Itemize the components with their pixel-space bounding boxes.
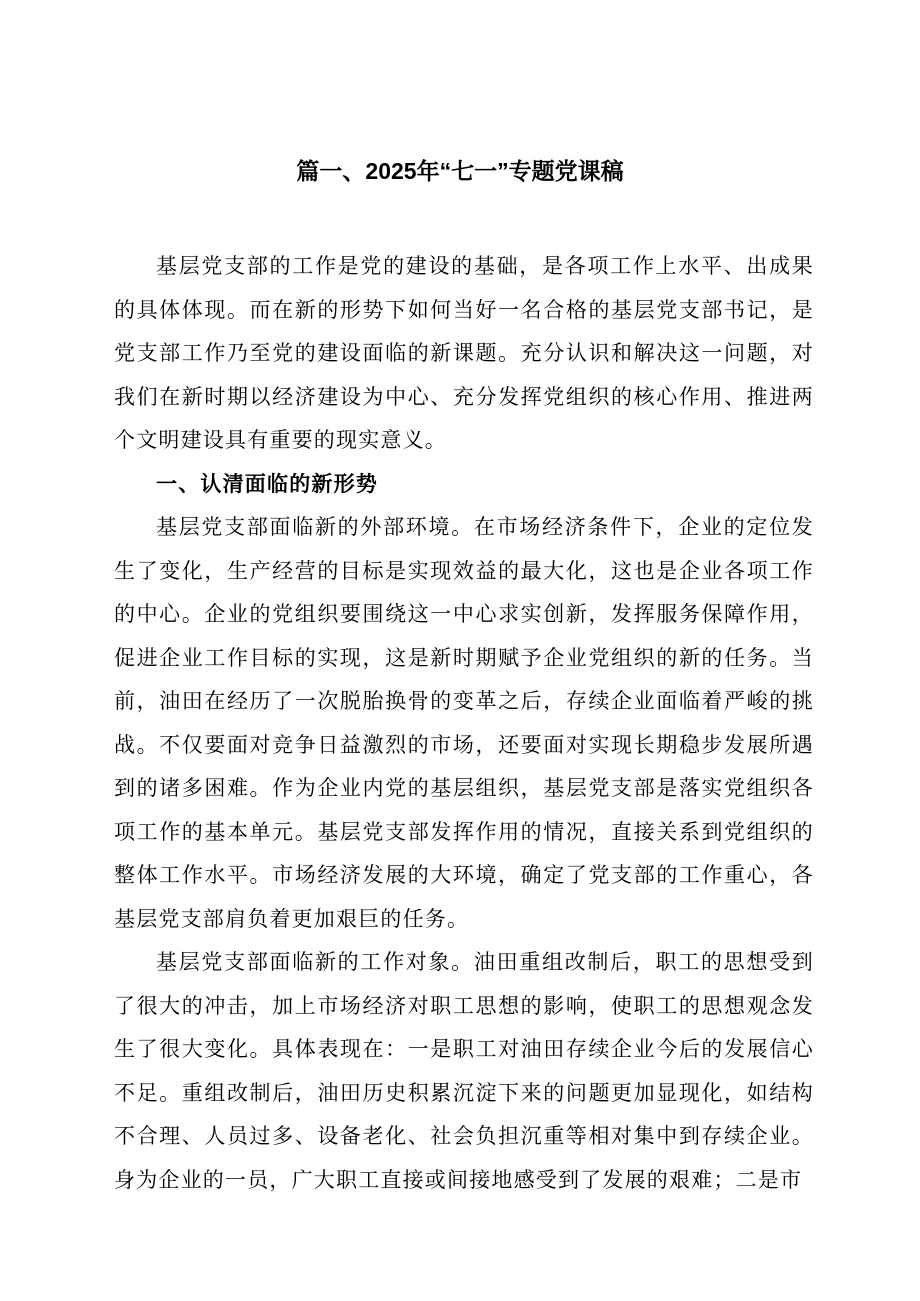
document-body <box>114 245 814 1202</box>
section-heading: 一、认清面临的新形势 <box>156 472 378 496</box>
paragraph-work-objects: 基层党支部面临新的工作对象。油田重组改制后，职工的思想受到了很大的冲击，加上市场经济对职工思想的影响，使职工的思想观念发生了很大变化。具体表现在：一是职工对油田存续企业今后的发展信心不足。重组改制后，油田历史积累沉淀下来的问题更加显现化，如结构不合理、人员过多、设备老化、社会负担沉重等相对集中到存续企业。身为企业的一员，广大职工直接或间接地感受到了发展的艰难；二是市 <box>114 950 814 1192</box>
paragraph-external-environment: 基层党支部面临新的外部环境。在市场经济条件下，企业的定位发生了变化，生产经营的目标是实现效益的最大化，这也是企业各项工作的中心。企业的党组织要围绕这一中心求实创新，发挥服务保障作用，促进企业工作目标的实现，这是新时期赋予企业党组织的新的任务。当前，油田在经历了一次脱胎换骨的变革之后，存续企业面临着严峻的挑战。不仅要面对竞争日益激烈的市场，还要面对实现长期稳步发展所遇到的诸多困难。作为企业内党的基层组织，基层党支部是落实党组织各项工作的基本单元。基层党支部发挥作用的情况，直接关系到党组织的整体工作水平。市场经济发展的大环境，确定了党支部的工作重心，各基层党支部肩负着更加艰巨的任务。 <box>114 515 814 931</box>
document-title: 篇一、2025年“七一”专题党课稿 <box>296 158 624 184</box>
paragraph-intro: 基层党支部的工作是党的建设的基础，是各项工作上水平、出成果的具体体现。而在新的形势下如何当好一名合格的基层党支部书记，是党支部工作乃至党的建设面临的新课题。充分认识和解决这一问题，对我们在新时期以经济建设为中心、充分发挥党组织的核心作用、推进两个文明建设具有重要的现实意义。 <box>114 254 814 452</box>
